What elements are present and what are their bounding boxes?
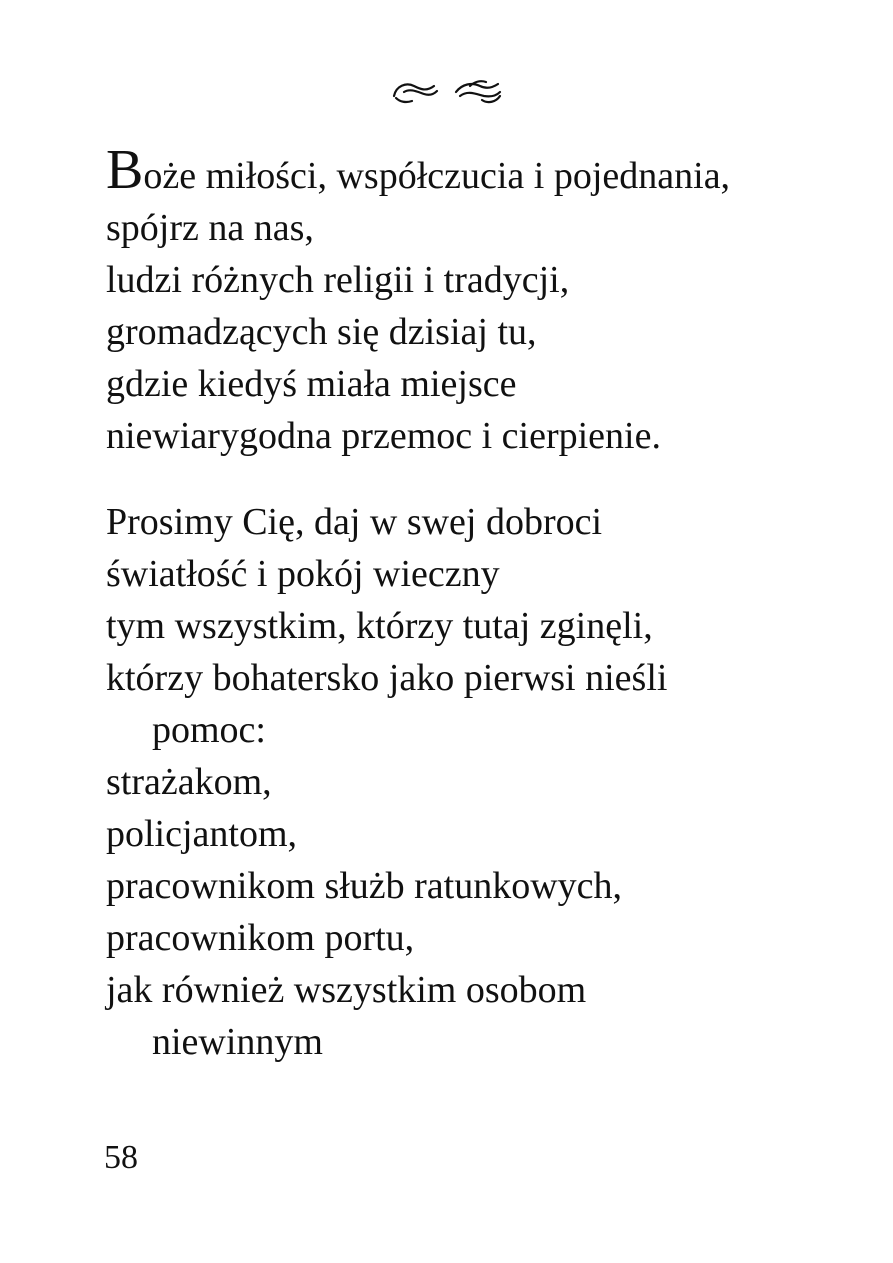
poem-line: pracownikom portu,	[106, 917, 415, 959]
poem-line: którzy bohatersko jako pierwsi nieśli	[106, 657, 668, 699]
poem-line: spójrz na nas,	[106, 207, 314, 249]
poem-line: gdzie kiedyś miała miejsce	[106, 363, 517, 405]
poem-line-continuation: pomoc:	[152, 709, 266, 751]
poem-line: pracownikom służb ratunkowych,	[106, 865, 623, 907]
poem-line: ludzi różnych religii i tradycji,	[106, 259, 570, 301]
poem-line: tym wszystkim, którzy tutaj zginęli,	[106, 605, 653, 647]
poem-line-continuation: niewinnym	[152, 1021, 323, 1063]
poem-line: gromadzących się dzisiaj tu,	[106, 311, 537, 353]
poem-line: niewiarygodna przemoc i cierpienie.	[106, 415, 661, 457]
drop-cap: B	[106, 139, 144, 201]
poem-line: światłość i pokój wieczny	[106, 553, 500, 595]
poem-text	[106, 139, 866, 1068]
stanza-break	[106, 462, 866, 496]
poem-line: jak również wszystkim osobom	[106, 969, 587, 1011]
poem-line: Prosimy Cię, daj w swej dobroci	[106, 501, 603, 543]
poem-line: strażakom,	[106, 761, 272, 803]
poem-line	[106, 139, 866, 202]
page-number: 58	[104, 1139, 138, 1176]
swirl-ornament-icon	[390, 74, 506, 108]
poem-line-text: oże miłości, współczucia i pojednania,	[143, 155, 731, 197]
poem-line: policjantom,	[106, 813, 298, 855]
